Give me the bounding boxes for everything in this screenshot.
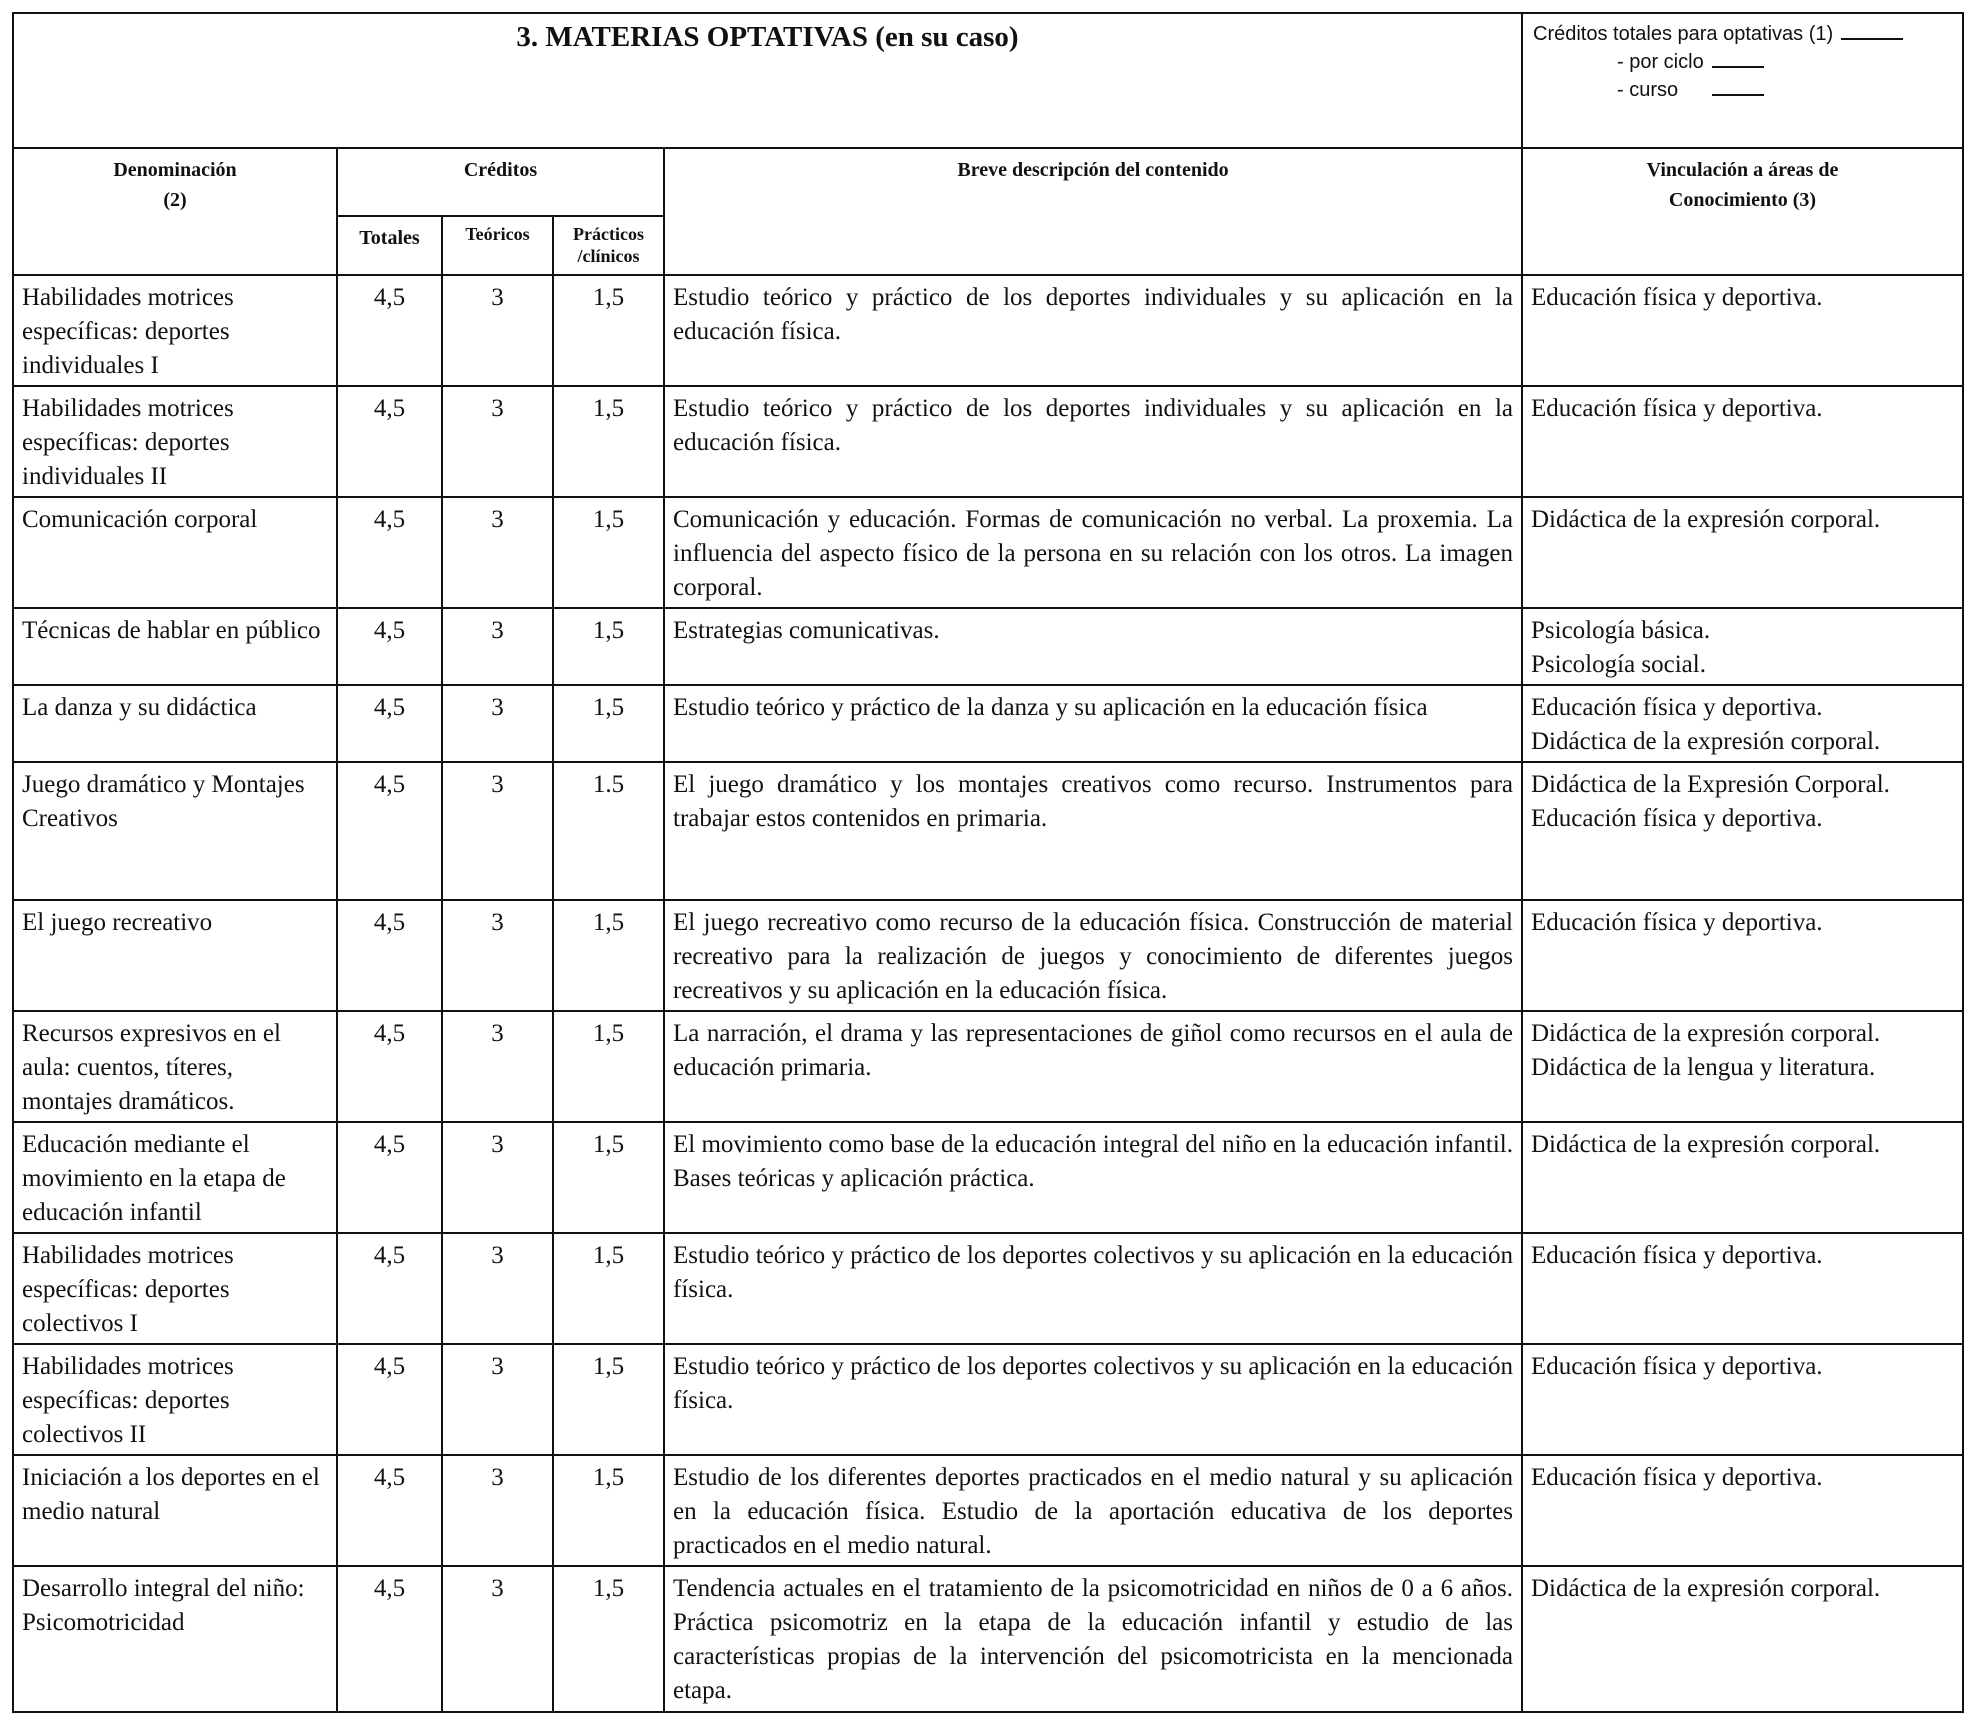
knowledge-areas (1522, 685, 1963, 762)
header-practicos-line2: /clínicos (577, 246, 640, 266)
table-row (13, 497, 1963, 608)
knowledge-area: Didáctica de la expresión corporal. (1531, 1131, 1881, 1158)
subject-name: Recursos expresivos en el aula: cuentos, títeres, montajes dramáticos. (13, 1011, 337, 1122)
credits-total: 4,5 (337, 762, 442, 900)
credits-practice: 1,5 (553, 608, 664, 685)
credits-theory: 3 (442, 1344, 553, 1455)
knowledge-areas (1522, 1011, 1963, 1122)
header-totales: Totales (337, 216, 442, 275)
subject-name: Juego dramático y Montajes Creativos (13, 762, 337, 900)
totals-label: Créditos totales para optativas (1) (1533, 23, 1834, 45)
credits-practice: 1,5 (553, 1233, 664, 1344)
subject-name: El juego recreativo (13, 900, 337, 1011)
content-description: El movimiento como base de la educación integral del niño en la educación infantil. Bases teóricas y aplicación práctica. (664, 1122, 1522, 1233)
credits-practice: 1,5 (553, 1344, 664, 1455)
table-row (13, 685, 1963, 762)
subject-name: Habilidades motrices específicas: deportes individuales I (13, 275, 337, 386)
table-row (13, 762, 1963, 900)
credits-total: 4,5 (337, 900, 442, 1011)
knowledge-areas (1522, 386, 1963, 497)
subject-name: Educación mediante el movimiento en la etapa de educación infantil (13, 1122, 337, 1233)
knowledge-areas (1522, 497, 1963, 608)
subject-name: Habilidades motrices específicas: deportes colectivos I (13, 1233, 337, 1344)
header-practicos-line1: Prácticos (573, 224, 644, 244)
credits-theory: 3 (442, 1122, 553, 1233)
table-row (13, 1122, 1963, 1233)
credits-practice: 1,5 (553, 275, 664, 386)
credits-total: 4,5 (337, 1233, 442, 1344)
header-vinculacion-line1: Vinculación a áreas de (1646, 159, 1839, 181)
credits-theory: 3 (442, 275, 553, 386)
content-description: Estrategias comunicativas. (664, 608, 1522, 685)
table-row (13, 1233, 1963, 1344)
credits-theory: 3 (442, 386, 553, 497)
table-row (13, 1566, 1963, 1712)
credits-total: 4,5 (337, 1566, 442, 1712)
knowledge-areas (1522, 1566, 1963, 1712)
credits-practice: 1.5 (553, 762, 664, 900)
header-practicos (553, 216, 664, 275)
knowledge-area: Psicología social. (1531, 651, 1706, 678)
knowledge-area: Didáctica de la expresión corporal. (1531, 1020, 1881, 1047)
subject-name: Habilidades motrices específicas: deportes individuales II (13, 386, 337, 497)
header-descripcion: Breve descripción del contenido (664, 148, 1522, 275)
knowledge-area: Educación física y deportiva. (1531, 1464, 1823, 1491)
knowledge-areas (1522, 762, 1963, 900)
optativas-table (12, 12, 1964, 1713)
content-description: Comunicación y educación. Formas de comunicación no verbal. La proxemia. La influencia del aspecto físico de la persona en su relación con los otros. La imagen corporal. (664, 497, 1522, 608)
content-description: Estudio teórico y práctico de los deportes individuales y su aplicación en la educación física. (664, 386, 1522, 497)
content-description: El juego dramático y los montajes creativos como recurso. Instrumentos para trabajar estos contenidos en primaria. (664, 762, 1522, 900)
knowledge-area: Didáctica de la lengua y literatura. (1531, 1054, 1876, 1081)
knowledge-area: Educación física y deportiva. (1531, 805, 1823, 832)
table-row (13, 1344, 1963, 1455)
credits-practice: 1,5 (553, 386, 664, 497)
knowledge-area: Educación física y deportiva. (1531, 284, 1823, 311)
knowledge-areas (1522, 1455, 1963, 1566)
knowledge-areas (1522, 275, 1963, 386)
credits-total: 4,5 (337, 1455, 442, 1566)
content-description: El juego recreativo como recurso de la educación física. Construcción de material recreativo para la realización de juegos y conocimiento de diferentes juegos recreativos y su aplicación en la educación física. (664, 900, 1522, 1011)
subject-name: Técnicas de hablar en público (13, 608, 337, 685)
header-creditos: Créditos (337, 148, 664, 216)
knowledge-area: Educación física y deportiva. (1531, 694, 1823, 721)
subject-name: Desarrollo integral del niño: Psicomotricidad (13, 1566, 337, 1712)
subject-name: Habilidades motrices específicas: deportes colectivos II (13, 1344, 337, 1455)
knowledge-areas (1522, 1233, 1963, 1344)
credits-practice: 1,5 (553, 497, 664, 608)
table-row (13, 900, 1963, 1011)
subject-name: Iniciación a los deportes en el medio natural (13, 1455, 337, 1566)
subject-name: La danza y su didáctica (13, 685, 337, 762)
content-description: Estudio teórico y práctico de la danza y su aplicación en la educación física (664, 685, 1522, 762)
per-course-label: - curso (1617, 79, 1679, 101)
credits-theory: 3 (442, 1566, 553, 1712)
header-teoricos: Teóricos (442, 216, 553, 275)
credits-total: 4,5 (337, 275, 442, 386)
credits-theory: 3 (442, 685, 553, 762)
knowledge-area: Didáctica de la expresión corporal. (1531, 728, 1881, 755)
table-row (13, 386, 1963, 497)
credits-theory: 3 (442, 1233, 553, 1344)
totals-blank[interactable] (1841, 20, 1903, 40)
credits-practice: 1,5 (553, 1011, 664, 1122)
form-title: 3. MATERIAS OPTATIVAS (en su caso) (13, 13, 1522, 148)
header-vinculacion-line2: Conocimiento (3) (1668, 189, 1817, 211)
credits-total: 4,5 (337, 1122, 442, 1233)
knowledge-areas (1522, 1344, 1963, 1455)
knowledge-area: Psicología básica. (1531, 617, 1711, 644)
header-vinculacion (1522, 148, 1963, 275)
header-denominacion-note: (2) (163, 189, 187, 211)
credits-practice: 1,5 (553, 1566, 664, 1712)
content-description: Estudio teórico y práctico de los deportes individuales y su aplicación en la educación física. (664, 275, 1522, 386)
per-cycle-label: - por ciclo (1617, 51, 1704, 73)
credits-total: 4,5 (337, 1011, 442, 1122)
header-denominacion-label: Denominación (113, 159, 237, 181)
credits-total: 4,5 (337, 497, 442, 608)
credits-practice: 1,5 (553, 900, 664, 1011)
credits-practice: 1,5 (553, 685, 664, 762)
per-course-blank[interactable] (1712, 76, 1764, 96)
knowledge-area: Educación física y deportiva. (1531, 909, 1823, 936)
credits-theory: 3 (442, 762, 553, 900)
credits-total: 4,5 (337, 608, 442, 685)
table-row (13, 1011, 1963, 1122)
credits-total: 4,5 (337, 386, 442, 497)
table-row (13, 275, 1963, 386)
content-description: Estudio teórico y práctico de los deportes colectivos y su aplicación en la educación física. (664, 1344, 1522, 1455)
knowledge-area: Didáctica de la Expresión Corporal. (1531, 771, 1890, 798)
knowledge-areas (1522, 1122, 1963, 1233)
totals-box (1522, 13, 1963, 148)
knowledge-areas (1522, 608, 1963, 685)
credits-total: 4,5 (337, 1344, 442, 1455)
credits-practice: 1,5 (553, 1455, 664, 1566)
header-denominacion (13, 148, 337, 275)
credits-theory: 3 (442, 608, 553, 685)
knowledge-area: Educación física y deportiva. (1531, 1242, 1823, 1269)
credits-theory: 3 (442, 497, 553, 608)
table-row (13, 1455, 1963, 1566)
credits-practice: 1,5 (553, 1122, 664, 1233)
optativas-form (12, 12, 1964, 1713)
table-row (13, 608, 1963, 685)
subject-name: Comunicación corporal (13, 497, 337, 608)
knowledge-area: Didáctica de la expresión corporal. (1531, 1575, 1881, 1602)
credits-total: 4,5 (337, 685, 442, 762)
content-description: Tendencia actuales en el tratamiento de la psicomotricidad en niños de 0 a 6 años. Práctica psicomotriz en la etapa de la educación infantil y estudio de las características propias de la intervención del psicomotricista en la mencionada etapa. (664, 1566, 1522, 1712)
knowledge-area: Didáctica de la expresión corporal. (1531, 506, 1881, 533)
credits-theory: 3 (442, 1455, 553, 1566)
knowledge-area: Educación física y deportiva. (1531, 395, 1823, 422)
knowledge-area: Educación física y deportiva. (1531, 1353, 1823, 1380)
per-cycle-blank[interactable] (1712, 48, 1764, 68)
content-description: Estudio teórico y práctico de los deportes colectivos y su aplicación en la educación física. (664, 1233, 1522, 1344)
knowledge-areas (1522, 900, 1963, 1011)
credits-theory: 3 (442, 1011, 553, 1122)
content-description: La narración, el drama y las representaciones de giñol como recursos en el aula de educación primaria. (664, 1011, 1522, 1122)
credits-theory: 3 (442, 900, 553, 1011)
content-description: Estudio de los diferentes deportes practicados en el medio natural y su aplicación en la educación física. Estudio de la aportación educativa de los deportes practicados en el medio natural. (664, 1455, 1522, 1566)
